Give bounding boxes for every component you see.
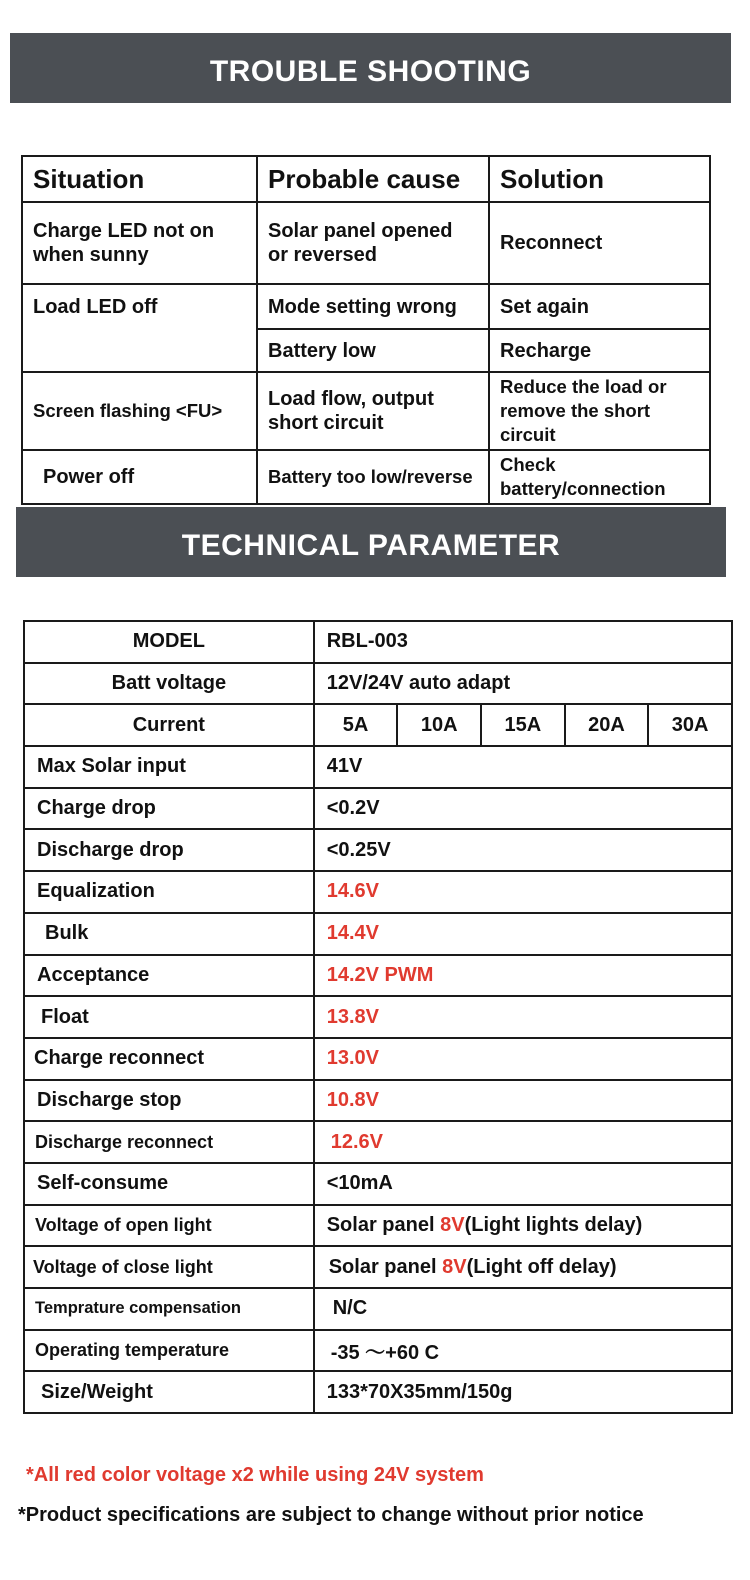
cell-line: Set again [500, 295, 589, 318]
value-prefix: Solar panel [326, 1213, 441, 1236]
current-value-15a: 15A [481, 704, 565, 746]
table-row [24, 788, 732, 830]
situation-cell [22, 202, 257, 284]
param-value: 14.2V PWM [314, 955, 732, 997]
cell-line: Charge LED not on [33, 220, 215, 242]
spec-change-disclaimer: *Product specifications are subject to change without prior notice [18, 1504, 644, 1526]
technical-parameter-banner [16, 507, 726, 577]
solution-cell [489, 450, 710, 504]
table-row [24, 1371, 732, 1413]
param-label: Charge reconnect [24, 1038, 314, 1080]
cause-cell [257, 372, 489, 450]
section-title: TECHNICAL PARAMETER [181, 529, 561, 562]
table-row [24, 1080, 732, 1122]
value-suffix: (Light off delay) [466, 1255, 617, 1278]
param-label: Temprature compensation [24, 1288, 314, 1330]
cell-line: Check battery/connection [500, 454, 666, 499]
table-row [22, 202, 710, 284]
param-value [314, 1246, 732, 1288]
param-label: Voltage of close light [24, 1246, 314, 1288]
param-label: Operating temperature [24, 1330, 314, 1372]
table-row [24, 1330, 732, 1372]
param-value: <0.2V [314, 788, 732, 830]
value-voltage: 8V [440, 1213, 465, 1236]
batt-voltage-label: Batt voltage [24, 663, 314, 705]
cell-line: Battery too low/reverse [268, 466, 473, 487]
param-value: N/C [314, 1288, 732, 1330]
table-row [22, 372, 710, 450]
table-row [24, 871, 732, 913]
cell-line: Reduce the load or [500, 376, 667, 397]
param-label: Max Solar input [24, 746, 314, 788]
current-label: Current [24, 704, 314, 746]
table-header-row [22, 156, 710, 202]
situation-cell [22, 372, 257, 450]
param-label: Size/Weight [24, 1371, 314, 1413]
batt-voltage-value: 12V/24V auto adapt [314, 663, 732, 705]
param-value: 133*70X35mm/150g [314, 1371, 732, 1413]
cause-cell [257, 202, 489, 284]
section-title: TROUBLE SHOOTING [209, 55, 532, 88]
param-value: 10.8V [314, 1080, 732, 1122]
solution-cell [489, 329, 710, 372]
current-value-5a: 5A [314, 704, 398, 746]
solution-cell [489, 284, 710, 329]
value-suffix: (Light lights delay) [464, 1213, 643, 1236]
cause-cell [257, 284, 489, 329]
cell-line: remove the short circuit [500, 400, 651, 445]
param-label: Charge drop [24, 788, 314, 830]
param-label: Discharge reconnect [24, 1121, 314, 1163]
param-value: 41V [314, 746, 732, 788]
param-label: Equalization [24, 871, 314, 913]
trouble-shooting-banner [10, 33, 731, 103]
table-row [24, 621, 732, 663]
header-situation: Situation [22, 156, 257, 202]
current-value-20a: 20A [565, 704, 649, 746]
param-value: 12.6V [314, 1121, 732, 1163]
header-probable-cause: Probable cause [257, 156, 489, 202]
param-value: <0.25V [314, 829, 732, 871]
value-voltage: 8V [442, 1255, 467, 1278]
param-label: Voltage of open light [24, 1205, 314, 1247]
cell-line: Power off [43, 466, 135, 488]
table-row [24, 1121, 732, 1163]
table-row [24, 1246, 732, 1288]
cause-cell [257, 450, 489, 504]
table-row [24, 913, 732, 955]
current-value-30a: 30A [648, 704, 732, 746]
model-label: MODEL [24, 621, 314, 663]
param-value: 14.4V [314, 913, 732, 955]
situation-cell [22, 450, 257, 504]
cell-line: Screen flashing <FU> [33, 400, 223, 421]
cell-line: when sunny [33, 244, 149, 266]
table-row [24, 829, 732, 871]
param-value: 13.0V [314, 1038, 732, 1080]
param-value [314, 1205, 732, 1247]
cell-line: Load flow, output [268, 388, 434, 410]
table-row [24, 955, 732, 997]
cell-line: or reversed [268, 244, 377, 266]
cell-line: Mode setting wrong [268, 295, 457, 318]
table-row [24, 996, 732, 1038]
param-label: Float [24, 996, 314, 1038]
table-row [24, 663, 732, 705]
cell-line: Solar panel opened [268, 220, 453, 242]
param-value: 14.6V [314, 871, 732, 913]
technical-parameter-table [23, 620, 733, 1414]
param-value: <10mA [314, 1163, 732, 1205]
param-label: Discharge drop [24, 829, 314, 871]
cell-line: Load LED off [33, 296, 158, 318]
red-voltage-note: *All red color voltage x2 while using 24V system [26, 1464, 484, 1486]
situation-cell [22, 284, 257, 372]
solution-cell [489, 202, 710, 284]
model-value: RBL-003 [314, 621, 732, 663]
current-value-10a: 10A [397, 704, 481, 746]
param-label: Bulk [24, 913, 314, 955]
header-solution: Solution [489, 156, 710, 202]
cell-line: Battery low [268, 339, 376, 362]
cell-line: Recharge [500, 339, 592, 362]
trouble-shooting-table [21, 155, 711, 505]
table-row [24, 1163, 732, 1205]
cause-cell [257, 329, 489, 372]
table-row [24, 746, 732, 788]
param-value: 13.8V [314, 996, 732, 1038]
table-row [24, 704, 732, 746]
table-row [22, 284, 710, 329]
solution-cell [489, 372, 710, 450]
table-row [24, 1205, 732, 1247]
param-value: -35 ～+60 C [314, 1330, 732, 1372]
value-prefix: Solar panel [328, 1255, 443, 1278]
cell-line: Reconnect [500, 232, 603, 254]
param-label: Discharge stop [24, 1080, 314, 1122]
param-label: Acceptance [24, 955, 314, 997]
table-row [24, 1288, 732, 1330]
table-row [24, 1038, 732, 1080]
table-row [22, 450, 710, 504]
param-label: Self-consume [24, 1163, 314, 1205]
cell-line: short circuit [268, 412, 384, 434]
